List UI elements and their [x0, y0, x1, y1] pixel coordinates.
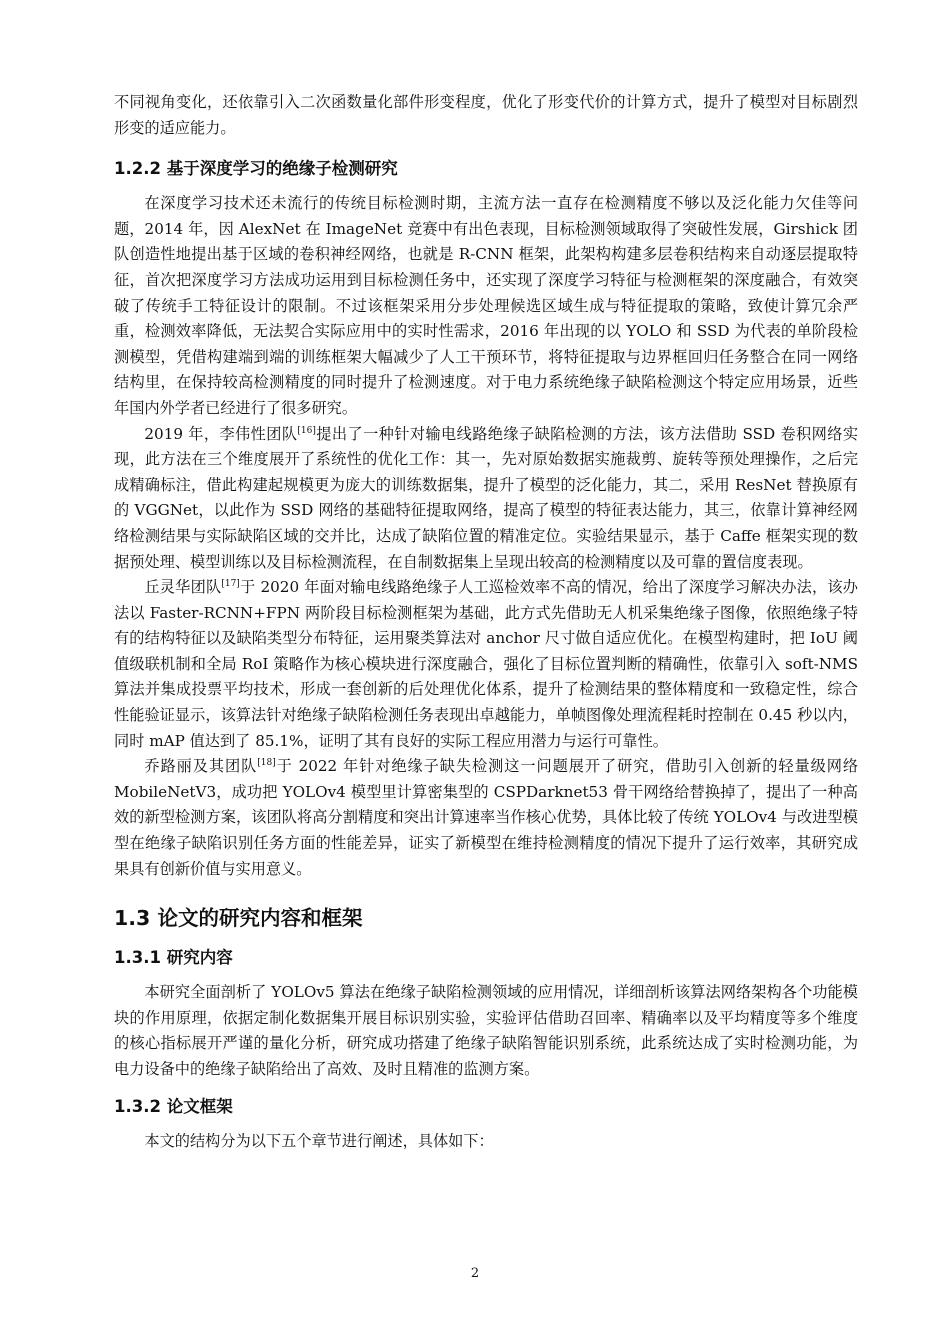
citation-ref[interactable]: [16] [297, 425, 316, 436]
paragraph-text: 乔路丽及其团队 [144, 757, 258, 776]
paragraph-framework-intro: 本文的结构分为以下五个章节进行阐述，具体如下： [144, 1131, 494, 1150]
page-body [114, 90, 858, 1154]
paragraph-text: 丘灵华团队 [144, 578, 222, 597]
section-heading-1-2-2: 1.2.2 基于深度学习的绝缘子检测研究 [114, 159, 398, 179]
section-heading-1-3-2: 1.3.2 论文框架 [114, 1096, 233, 1116]
paragraph-qiao-team [114, 754, 858, 882]
paragraph-text: 于 2020 年面对输电线路绝缘子人工巡检效率不高的情况，给出了深度学习解决办法，该办法以 Faster-RCNN+FPN 两阶段目标检测框架为基础，此方式先借助无人机采集绝缘子图像，依照绝缘子特有的结构特征以及缺陷类型分布特征，运用聚类算法对 anchor 尺寸做自适应优化。在模型构建时，把 IoU 阈值级联机制和全局 RoI 策略作为核心模块进行深度融合，强化了目标位置判断的精确性，依靠引入 soft-NMS 算法并集成投票平均技术，形成一套创新的后处理优化体系，提升了检测结果的整体精度和一致稳定性，综合性能验证显示，该算法针对绝缘子缺陷检测任务表现出卓越能力，单帧图像处理流程耗时控制在 0.45 秒以内，同时 mAP 值达到了 85.1%，证明了其有良好的实际工程应用潜力与运行可靠性。 [114, 578, 858, 750]
intro-paragraph: 不同视角变化，还依靠引入二次函数量化部件形变程度，优化了形变代价的计算方式，提升了模型对目标剧烈形变的适应能力。 [114, 93, 858, 137]
paragraph-qiu-team [114, 575, 858, 754]
citation-ref[interactable]: [17] [221, 579, 240, 590]
paragraph-li-team [114, 422, 858, 576]
page-number: 2 [470, 1266, 480, 1281]
paragraph-text: 2019 年，李伟性团队 [144, 424, 298, 443]
section-heading-1-3: 1.3 论文的研究内容和框架 [114, 906, 363, 931]
section-heading-1-3-1: 1.3.1 研究内容 [114, 948, 233, 968]
paragraph-research-content: 本研究全面剖析了 YOLOv5 算法在绝缘子缺陷检测领域的应用情况，详细剖析该算法网络架构各个功能模块的作用原理，依据定制化数据集开展目标识别实验，实验评估借助召回率、精确率以及平均精度等多个维度的核心指标展开严谨的量化分析，研究成功搭建了绝缘子缺陷智能识别系统，此系统达成了实时检测功能，为电力设备中的绝缘子缺陷给出了高效、及时且精准的监测方案。 [114, 983, 858, 1078]
paragraph-text: 于 2022 年针对绝缘子缺失检测这一问题展开了研究，借助引入创新的轻量级网络 MobileNetV3，成功把 YOLOv4 模型里计算密集型的 CSPDarknet53 骨干网络给替换掉了，提出了一种高效的新型检测方案，该团队将高分割精度和突出计算速率当作核心优势，具体比较了传统 YOLOv4 与改进型模型在绝缘子缺陷识别任务方面的性能差异，证实了新模型在维持检测精度的情况下提升了运行效率，其研究成果具有创新价值与实用意义。 [114, 757, 859, 878]
paragraph-deep-learning-history: 在深度学习技术还未流行的传统目标检测时期，主流方法一直存在检测精度不够以及泛化能力欠佳等问题，2014 年，因 AlexNet 在 ImageNet 竞赛中有出色表现，目标检测领域取得了突破性发展，Girshick 团队创造性地提出基于区域的卷积神经网络，也就是 R-CNN 框架，此架构构建多层卷积结构来自动逐层提取特征，首次把深度学习方法成功运用到目标检测任务中，还实现了深度学习特征与检测框架的深度融合，有效突破了传统手工特征设计的限制。不过该框架采用分步处理候选区域生成与特征提取的策略，致使计算冗余严重，检测效率降低，无法契合实际应用中的实时性需求，2016 年出现的以 YOLO 和 SSD 为代表的单阶段检测模型，凭借构建端到端的训练框架大幅减少了人工干预环节，将特征提取与边界框回归任务整合在同一网络结构里，在保持较高检测精度的同时提升了检测速度。对于电力系统绝缘子缺陷检测这个特定应用场景，近些年国内外学者已经进行了很多研究。 [114, 194, 858, 417]
paragraph-text: 提出了一种针对输电线路绝缘子缺陷检测的方法，该方法借助 SSD 卷积网络实现，此方法在三个维度展开了系统性的优化工作：其一，先对原始数据实施裁剪、旋转等预处理操作，之后完成精确标注，借此构建起规模更为庞大的训练数据集，提升了模型的泛化能力，其二，采用 ResNet 替换原有的 VGGNet，以此作为 SSD 网络的基础特征提取网络，提高了模型的特征表达能力，其三，依靠计算神经网络检测结果与实际缺陷区域的交并比，达成了缺陷位置的精准定位。实验结果显示，基于 Caffe 框架实现的数据预处理、模型训练以及目标检测流程，在自制数据集上呈现出较高的检测精度以及可靠的置信度表现。 [114, 424, 859, 571]
citation-ref[interactable]: [18] [257, 758, 276, 769]
